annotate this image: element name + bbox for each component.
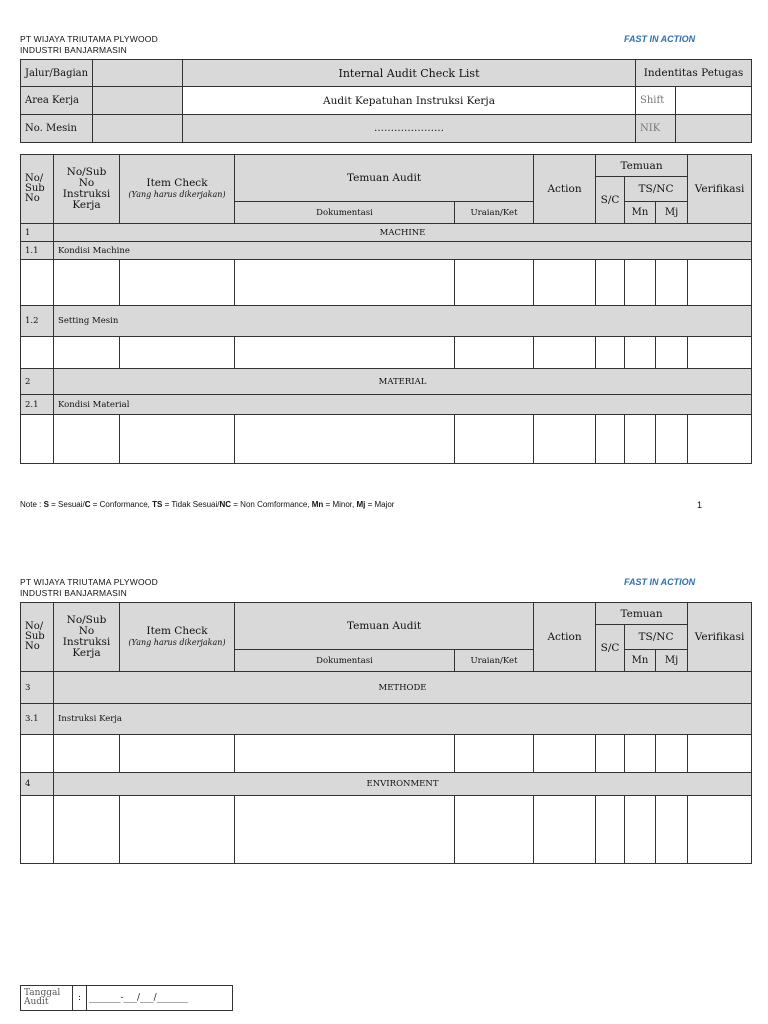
cell[interactable]	[688, 260, 752, 306]
col-no-instruksi: No/Sub No Instruksi Kerja	[54, 155, 120, 224]
info-table	[20, 59, 752, 143]
cell[interactable]	[596, 260, 625, 306]
subsection-row	[21, 395, 752, 415]
note-nc: NC	[219, 500, 232, 509]
col-mn: Mn	[625, 202, 656, 224]
area-value[interactable]	[93, 87, 183, 115]
col-dokumentasi: Dokumentasi	[235, 202, 455, 224]
subsection-number: 1.1	[21, 242, 54, 260]
cell[interactable]	[21, 796, 54, 864]
subsection-title: Kondisi Machine	[54, 242, 752, 260]
col-temuan: Temuan	[596, 155, 688, 177]
col-tsnc: TS/NC	[625, 625, 688, 650]
cell[interactable]	[534, 796, 596, 864]
note-ts-text: = Tidak Sesuai/	[162, 500, 220, 509]
jalur-value[interactable]	[93, 60, 183, 87]
section-row	[21, 369, 752, 395]
cell[interactable]	[455, 735, 534, 773]
cell[interactable]	[455, 796, 534, 864]
table-row	[21, 735, 752, 773]
col-no-sub: No/ Sub No	[21, 155, 54, 224]
note-mn: Mn	[311, 500, 324, 509]
note-mj: Mj	[356, 500, 366, 509]
subsection-title: Setting Mesin	[54, 306, 752, 337]
shift-value[interactable]	[676, 87, 752, 115]
subsection-number: 1.2	[21, 306, 54, 337]
tanggal-audit-box	[20, 985, 233, 1011]
subsection-number: 3.1	[21, 704, 54, 735]
cell[interactable]	[120, 260, 235, 306]
company-line-2: INDUSTRI BANJARMASIN	[20, 45, 127, 55]
cell[interactable]	[596, 796, 625, 864]
cell[interactable]	[625, 337, 656, 369]
col-action: Action	[534, 155, 596, 224]
cell[interactable]	[120, 735, 235, 773]
section-title: MATERIAL	[54, 369, 752, 395]
note-nc-text: = Non Comformance,	[231, 500, 312, 509]
item-check-note: (Yang harus dikerjakan)	[128, 638, 226, 647]
section-title: METHODE	[54, 672, 752, 704]
col-temuan-audit: Temuan Audit	[235, 603, 534, 650]
section-title: MACHINE	[54, 224, 752, 242]
cell[interactable]	[534, 260, 596, 306]
legend-note	[20, 500, 394, 509]
section-number: 1	[21, 224, 54, 242]
col-sc: S/C	[596, 625, 625, 672]
cell[interactable]	[596, 337, 625, 369]
checklist-table-page1	[20, 154, 752, 464]
tanggal-input[interactable]: _______-___/___/_______	[87, 986, 233, 1011]
item-check-label: Item Check	[146, 625, 208, 637]
cell[interactable]	[54, 415, 120, 464]
cell[interactable]	[455, 415, 534, 464]
mesin-value[interactable]	[93, 115, 183, 143]
subsection-title: Instruksi Kerja	[54, 704, 752, 735]
cell[interactable]	[21, 337, 54, 369]
table-row	[21, 796, 752, 864]
section-row	[21, 773, 752, 796]
cell[interactable]	[656, 796, 688, 864]
cell[interactable]	[235, 796, 455, 864]
col-sc: S/C	[596, 177, 625, 224]
slogan: FAST IN ACTION	[624, 577, 696, 587]
cell[interactable]	[656, 415, 688, 464]
cell[interactable]	[21, 415, 54, 464]
company-line-1: PT WIJAYA TRIUTAMA PLYWOOD	[20, 34, 158, 44]
area-label: Area Kerja	[21, 87, 93, 115]
cell[interactable]	[120, 415, 235, 464]
cell[interactable]	[21, 260, 54, 306]
cell[interactable]	[21, 735, 54, 773]
section-number: 4	[21, 773, 54, 796]
cell[interactable]	[656, 735, 688, 773]
cell[interactable]	[656, 337, 688, 369]
cell[interactable]	[596, 735, 625, 773]
mesin-dots: …………………	[183, 115, 636, 143]
subsection-row	[21, 242, 752, 260]
cell[interactable]	[54, 735, 120, 773]
checklist-table-page2	[20, 602, 752, 864]
cell[interactable]	[54, 260, 120, 306]
note-c-text: = Conformance,	[90, 500, 153, 509]
cell[interactable]	[120, 337, 235, 369]
identitas-petugas: Indentitas Petugas	[636, 60, 752, 87]
tanggal-label: Tanggal Audit	[21, 986, 73, 1011]
cell[interactable]	[455, 337, 534, 369]
company-name	[20, 577, 158, 599]
shift-label: Shift	[636, 87, 676, 115]
cell[interactable]	[534, 415, 596, 464]
col-temuan-audit: Temuan Audit	[235, 155, 534, 202]
col-mj: Mj	[656, 202, 688, 224]
subsection-row	[21, 306, 752, 337]
col-uraian: Uraian/Ket	[455, 650, 534, 672]
item-check-label: Item Check	[146, 177, 208, 189]
cell[interactable]	[688, 796, 752, 864]
col-uraian: Uraian/Ket	[455, 202, 534, 224]
col-item-check	[120, 155, 235, 224]
col-no-sub: No/ Sub No	[21, 603, 54, 672]
nik-value[interactable]	[676, 115, 752, 143]
cell[interactable]	[625, 796, 656, 864]
col-tsnc: TS/NC	[625, 177, 688, 202]
company-line-1: PT WIJAYA TRIUTAMA PLYWOOD	[20, 577, 158, 587]
cell[interactable]	[235, 337, 455, 369]
nik-label: NIK	[636, 115, 676, 143]
item-check-note: (Yang harus dikerjakan)	[128, 190, 226, 199]
cell[interactable]	[235, 415, 455, 464]
cell[interactable]	[235, 735, 455, 773]
page-number: 1	[697, 500, 703, 510]
col-verifikasi: Verifikasi	[688, 155, 752, 224]
cell[interactable]	[596, 415, 625, 464]
note-s-text: = Sesuai/	[48, 500, 85, 509]
cell[interactable]	[235, 260, 455, 306]
cell[interactable]	[688, 735, 752, 773]
cell[interactable]	[534, 735, 596, 773]
checklist-title: Internal Audit Check List	[183, 60, 636, 87]
section-row	[21, 672, 752, 704]
section-row	[21, 224, 752, 242]
col-verifikasi: Verifikasi	[688, 603, 752, 672]
cell[interactable]	[54, 796, 120, 864]
col-action: Action	[534, 603, 596, 672]
col-no-instruksi: No/Sub No Instruksi Kerja	[54, 603, 120, 672]
note-mj-text: = Major	[365, 500, 395, 509]
slogan: FAST IN ACTION	[624, 34, 696, 44]
col-temuan: Temuan	[596, 603, 688, 625]
note-ts: TS	[152, 500, 163, 509]
cell[interactable]	[455, 260, 534, 306]
checklist-subtitle: Audit Kepatuhan Instruksi Kerja	[183, 87, 636, 115]
company-name	[20, 34, 158, 56]
col-dokumentasi: Dokumentasi	[235, 650, 455, 672]
subsection-row	[21, 704, 752, 735]
cell[interactable]	[625, 735, 656, 773]
cell[interactable]	[534, 337, 596, 369]
cell[interactable]	[625, 260, 656, 306]
col-mn: Mn	[625, 650, 656, 672]
company-line-2: INDUSTRI BANJARMASIN	[20, 588, 127, 598]
subsection-number: 2.1	[21, 395, 54, 415]
note-s: S	[43, 500, 49, 509]
note-mn-text: = Minor,	[323, 500, 357, 509]
table-row	[21, 415, 752, 464]
cell[interactable]	[688, 337, 752, 369]
cell[interactable]	[120, 796, 235, 864]
mesin-label: No. Mesin	[21, 115, 93, 143]
note-c: C	[84, 500, 91, 509]
section-title: ENVIRONMENT	[54, 773, 752, 796]
cell[interactable]	[656, 260, 688, 306]
section-number: 3	[21, 672, 54, 704]
tanggal-colon: :	[73, 986, 87, 1011]
note-prefix: Note :	[20, 500, 44, 509]
table-row	[21, 337, 752, 369]
cell[interactable]	[625, 415, 656, 464]
subsection-title: Kondisi Material	[54, 395, 752, 415]
cell[interactable]	[688, 415, 752, 464]
section-number: 2	[21, 369, 54, 395]
jalur-label: Jalur/Bagian	[21, 60, 93, 87]
col-item-check	[120, 603, 235, 672]
col-mj: Mj	[656, 650, 688, 672]
cell[interactable]	[54, 337, 120, 369]
table-row	[21, 260, 752, 306]
